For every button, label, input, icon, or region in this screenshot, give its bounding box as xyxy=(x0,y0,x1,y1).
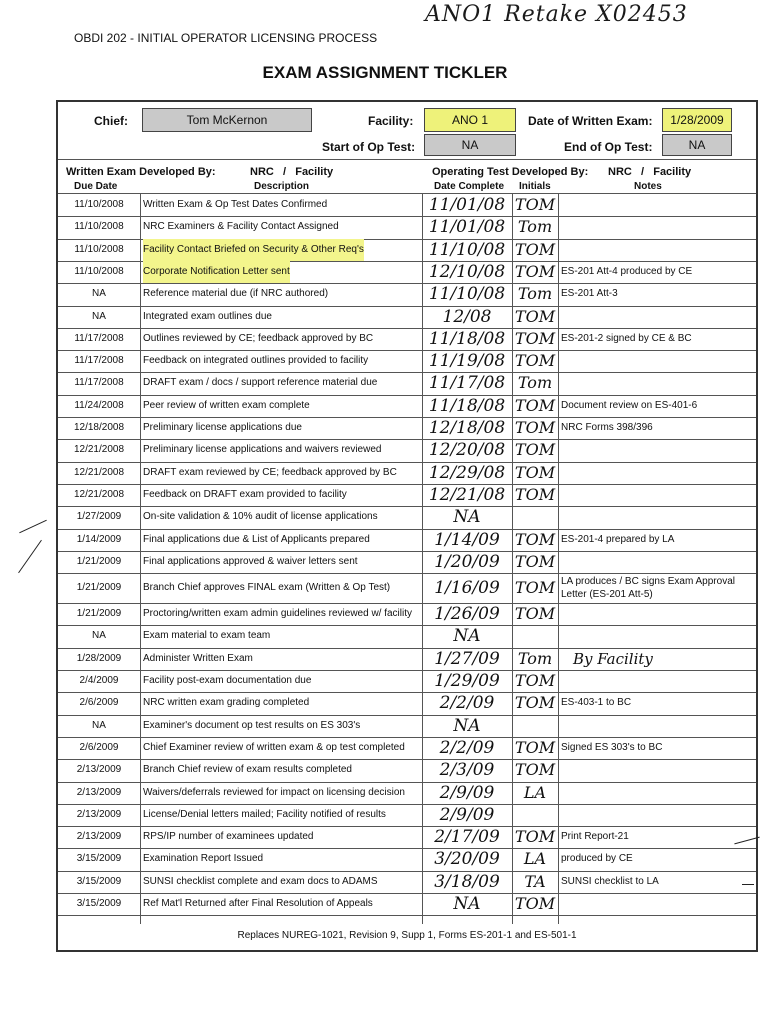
page-title: EXAM ASSIGNMENT TICKLER xyxy=(262,63,508,82)
table-row xyxy=(58,395,756,417)
initials-cell: TOM xyxy=(514,440,556,460)
initials-cell: TOM xyxy=(514,760,556,780)
date-complete-cell: NA xyxy=(453,894,481,914)
due-date-cell: 11/10/2008 xyxy=(74,221,124,233)
table-row xyxy=(58,551,756,573)
end-op-test-label: End of Op Test: xyxy=(564,140,653,154)
due-date-cell: 2/6/2009 xyxy=(79,741,119,753)
description-cell: RPS/IP number of examinees updated xyxy=(143,831,314,843)
operating-test-developed-label: Operating Test Developed By: xyxy=(432,166,589,178)
description-cell: SUNSI checklist complete and exam docs to ADAMS xyxy=(143,875,378,887)
col-header-date-complete: Date Complete xyxy=(434,181,505,192)
date-complete-cell: 11/18/08 xyxy=(428,395,506,416)
date-complete-cell: 11/17/08 xyxy=(428,373,506,394)
description-cell: NRC written exam grading completed xyxy=(143,697,310,709)
description-cell: Exam material to exam team xyxy=(143,630,271,642)
initials-cell: Tom xyxy=(517,217,553,237)
table-row xyxy=(58,462,756,484)
date-complete-cell: 12/08 xyxy=(442,306,492,327)
due-date-cell: 12/21/2008 xyxy=(73,488,125,500)
table-row xyxy=(58,506,756,528)
description-cell: Preliminary license applications due xyxy=(143,422,302,433)
table-row xyxy=(58,573,756,603)
table-row xyxy=(58,826,756,848)
col-header-notes: Notes xyxy=(634,181,662,192)
margin-pen-mark xyxy=(18,540,42,573)
table-row xyxy=(58,350,756,372)
description-cell: DRAFT exam / docs / support reference material due xyxy=(143,377,378,389)
due-date-cell: 2/6/2009 xyxy=(79,697,119,709)
date-complete-cell: 2/2/09 xyxy=(439,737,495,758)
handwritten-header-note: ANO1 Retake X02453 xyxy=(425,2,688,27)
table-row xyxy=(58,261,756,283)
table-row xyxy=(58,328,756,350)
due-date-cell: 11/24/2008 xyxy=(74,399,124,411)
date-complete-cell: 2/3/09 xyxy=(439,760,495,781)
date-complete-cell: 11/01/08 xyxy=(428,217,506,238)
due-date-cell: 1/21/2009 xyxy=(76,555,122,567)
table-row xyxy=(58,759,756,781)
table-row xyxy=(58,216,756,238)
due-date-cell: 12/21/2008 xyxy=(73,444,125,456)
facility-label: Facility: xyxy=(368,114,414,128)
col-header-due-date: Due Date xyxy=(74,181,118,192)
initials-cell: LA xyxy=(523,849,547,869)
notes-cell: ES-403-1 to BC xyxy=(561,697,632,709)
table-row xyxy=(58,782,756,804)
date-complete-cell: 11/18/08 xyxy=(428,328,506,349)
initials-cell: TOM xyxy=(514,195,556,214)
initials-cell: TOM xyxy=(514,604,556,624)
description-cell: Corporate Notification Letter sent xyxy=(143,261,290,283)
initials-cell: TOM xyxy=(514,328,556,348)
written-exam-date-value: 1/28/2009 xyxy=(662,108,732,132)
date-complete-cell: 1/29/09 xyxy=(434,671,500,691)
date-complete-cell: 1/20/09 xyxy=(434,551,500,572)
initials-cell: TOM xyxy=(514,551,556,571)
notes-cell: LA produces / BC signs Exam Approval Letter (ES-201 Att-5) xyxy=(561,576,735,601)
table-row xyxy=(58,848,756,870)
notes-cell: By Facility xyxy=(573,649,653,668)
initials-cell: TOM xyxy=(514,737,556,757)
due-date-cell: 2/13/2009 xyxy=(76,764,122,776)
operating-test-developed-value: NRC / Facility xyxy=(608,166,692,178)
description-cell: Waivers/deferrals reviewed for impact on licensing decision xyxy=(143,786,405,798)
written-exam-date-label: Date of Written Exam: xyxy=(528,114,653,128)
table-row xyxy=(58,417,756,439)
date-complete-cell: 2/9/09 xyxy=(439,782,495,803)
description-cell: Peer review of written exam complete xyxy=(143,399,310,411)
description-cell: Reference material due (if NRC authored) xyxy=(143,288,329,300)
date-complete-cell: NA xyxy=(453,626,481,647)
date-complete-cell: 1/26/09 xyxy=(434,604,500,625)
initials-cell: Tom xyxy=(517,373,553,393)
initials-cell: TOM xyxy=(514,239,556,259)
date-complete-cell: 11/10/08 xyxy=(428,284,506,305)
description-cell: Preliminary license applications and waivers reviewed xyxy=(143,444,382,456)
due-date-cell: 3/15/2009 xyxy=(76,875,122,887)
table-row xyxy=(58,893,756,915)
table-row xyxy=(58,670,756,692)
description-cell: Branch Chief review of exam results completed xyxy=(143,764,352,776)
notes-cell: SUNSI checklist to LA xyxy=(561,875,659,887)
date-complete-cell: 11/19/08 xyxy=(428,351,506,372)
written-exam-developed-value: NRC / Facility xyxy=(250,166,334,178)
due-date-cell: NA xyxy=(92,310,106,322)
description-cell: Branch Chief approves FINAL exam (Written & Op Test) xyxy=(143,582,391,594)
description-cell: Feedback on DRAFT exam provided to facility xyxy=(143,488,347,500)
initials-cell: Tom xyxy=(517,648,553,668)
due-date-cell: 11/10/2008 xyxy=(74,243,124,255)
date-complete-cell: 3/20/09 xyxy=(434,849,500,870)
date-complete-cell: 12/10/08 xyxy=(428,261,506,282)
description-cell: Chief Examiner review of written exam & op test completed xyxy=(143,741,405,753)
description-cell: Final applications due & List of Applicants prepared xyxy=(143,533,370,545)
written-exam-developed-label: Written Exam Developed By: xyxy=(66,166,216,178)
initials-cell: TOM xyxy=(514,306,556,326)
col-header-description: Description xyxy=(254,181,310,192)
table-row xyxy=(58,194,756,216)
col-header-initials: Initials xyxy=(519,181,551,192)
notes-cell: Print Report-21 xyxy=(561,831,629,843)
initials-cell: TOM xyxy=(514,671,556,690)
initials-cell: TOM xyxy=(514,395,556,415)
initials-cell: TOM xyxy=(514,827,556,847)
description-cell: Examination Report Issued xyxy=(143,853,264,865)
initials-cell: TA xyxy=(524,871,546,891)
initials-cell: TOM xyxy=(514,578,556,598)
date-complete-cell: 2/2/09 xyxy=(439,693,495,714)
due-date-cell: 2/13/2009 xyxy=(76,808,122,820)
notes-cell: produced by CE xyxy=(561,853,633,865)
chief-value: Tom McKernon xyxy=(142,108,312,132)
date-complete-cell: 12/21/08 xyxy=(428,484,506,505)
date-complete-cell: 11/01/08 xyxy=(428,195,506,215)
due-date-cell: 3/15/2009 xyxy=(76,898,122,909)
description-cell: NRC Examiners & Facility Contact Assigned xyxy=(143,221,339,233)
due-date-cell: 2/4/2009 xyxy=(79,675,119,686)
due-date-cell: 11/17/2008 xyxy=(74,332,124,344)
initials-cell: TOM xyxy=(514,894,556,913)
due-date-cell: 1/21/2009 xyxy=(76,582,122,594)
table-row xyxy=(58,306,756,328)
table-row xyxy=(58,648,756,670)
description-cell: Integrated exam outlines due xyxy=(143,310,272,322)
document-code: OBDI 202 - INITIAL OPERATOR LICENSING PROCESS xyxy=(74,31,378,45)
due-date-cell: 2/13/2009 xyxy=(76,786,122,798)
notes-cell: ES-201-4 prepared by LA xyxy=(561,533,675,545)
initials-cell: TOM xyxy=(514,261,556,281)
due-date-cell: 11/17/2008 xyxy=(74,377,124,389)
description-cell: On-site validation & 10% audit of license applications xyxy=(143,511,378,523)
date-complete-cell: 2/17/09 xyxy=(434,827,500,848)
date-complete-cell: NA xyxy=(453,715,481,736)
table-row xyxy=(58,529,756,551)
due-date-cell: 1/28/2009 xyxy=(76,652,122,664)
date-complete-cell: 12/20/08 xyxy=(428,440,506,461)
notes-cell: ES-201-2 signed by CE & BC xyxy=(561,332,692,344)
notes-cell: ES-201 Att-4 produced by CE xyxy=(561,265,693,277)
due-date-cell: 12/18/2008 xyxy=(73,422,125,433)
row-divider xyxy=(58,915,756,916)
due-date-cell: NA xyxy=(92,288,106,300)
initials-cell: TOM xyxy=(514,462,556,482)
date-complete-cell: 1/16/09 xyxy=(434,578,500,599)
date-complete-cell: 1/14/09 xyxy=(434,529,500,550)
notes-cell: Signed ES 303's to BC xyxy=(561,741,663,753)
due-date-cell: 1/21/2009 xyxy=(76,608,122,620)
table-row xyxy=(58,871,756,893)
table-row xyxy=(58,603,756,625)
due-date-cell: 11/10/2008 xyxy=(74,265,124,277)
notes-cell: ES-201 Att-3 xyxy=(561,288,618,300)
description-cell: Written Exam & Op Test Dates Confirmed xyxy=(143,199,328,210)
date-complete-cell: 3/18/09 xyxy=(434,871,500,892)
date-complete-cell: 1/27/09 xyxy=(434,648,500,669)
description-cell: Facility Contact Briefed on Security & Other Req's xyxy=(143,239,364,261)
facility-value: ANO 1 xyxy=(424,108,516,132)
initials-cell: TOM xyxy=(514,529,556,549)
table-row xyxy=(58,625,756,647)
chief-label: Chief: xyxy=(94,114,128,128)
initials-cell: TOM xyxy=(514,418,556,437)
description-cell: License/Denial letters mailed; Facility notified of results xyxy=(143,808,386,820)
table-row xyxy=(58,737,756,759)
table-row xyxy=(58,484,756,506)
due-date-cell: 11/10/2008 xyxy=(74,199,124,210)
end-op-test-value: NA xyxy=(662,134,732,156)
tickler-form xyxy=(56,100,758,952)
footer-note: Replaces NUREG-1021, Revision 9, Supp 1, Forms ES-201-1 and ES-501-1 xyxy=(237,930,577,941)
description-cell: Outlines reviewed by CE; feedback approved by BC xyxy=(143,332,374,344)
initials-cell: TOM xyxy=(514,484,556,504)
due-date-cell: 3/15/2009 xyxy=(76,853,122,865)
initials-cell: TOM xyxy=(514,693,556,713)
description-cell: Feedback on integrated outlines provided to facility xyxy=(143,355,369,367)
table-row xyxy=(58,692,756,714)
date-complete-cell: 12/29/08 xyxy=(428,462,506,483)
initials-cell: Tom xyxy=(517,284,553,304)
description-cell: Examiner's document op test results on ES 303's xyxy=(143,719,361,731)
margin-pen-mark xyxy=(19,520,47,534)
description-cell: Proctoring/written exam admin guidelines reviewed w/ facility xyxy=(143,608,413,620)
description-cell: DRAFT exam reviewed by CE; feedback approved by BC xyxy=(143,466,397,478)
start-op-test-value: NA xyxy=(424,134,516,156)
notes-cell: NRC Forms 398/396 xyxy=(561,422,653,433)
due-date-cell: 2/13/2009 xyxy=(76,831,122,843)
table-row xyxy=(58,715,756,737)
table-row xyxy=(58,372,756,394)
notes-cell: Document review on ES-401-6 xyxy=(561,399,698,411)
due-date-cell: 1/27/2009 xyxy=(76,511,122,523)
description-cell: Final applications approved & waiver letters sent xyxy=(143,555,358,567)
table-row xyxy=(58,283,756,305)
date-complete-cell: 12/18/08 xyxy=(428,418,506,438)
table-row xyxy=(58,239,756,261)
table-row xyxy=(58,439,756,461)
due-date-cell: 12/21/2008 xyxy=(73,466,125,478)
due-date-cell: 1/14/2009 xyxy=(76,533,122,545)
margin-pen-mark xyxy=(742,884,754,885)
description-cell: Ref Mat'l Returned after Final Resolution of Appeals xyxy=(143,898,373,909)
table-row xyxy=(58,804,756,826)
description-cell: Administer Written Exam xyxy=(143,652,253,664)
initials-cell: TOM xyxy=(514,351,556,371)
due-date-cell: 11/17/2008 xyxy=(74,355,124,367)
divider xyxy=(58,159,756,160)
date-complete-cell: 11/10/08 xyxy=(428,239,506,260)
due-date-cell: NA xyxy=(92,630,106,642)
description-cell: Facility post-exam documentation due xyxy=(143,675,312,686)
start-op-test-label: Start of Op Test: xyxy=(322,140,416,154)
date-complete-cell: 2/9/09 xyxy=(439,804,495,825)
date-complete-cell: NA xyxy=(453,507,481,528)
due-date-cell: NA xyxy=(92,719,106,731)
initials-cell: LA xyxy=(523,782,547,802)
